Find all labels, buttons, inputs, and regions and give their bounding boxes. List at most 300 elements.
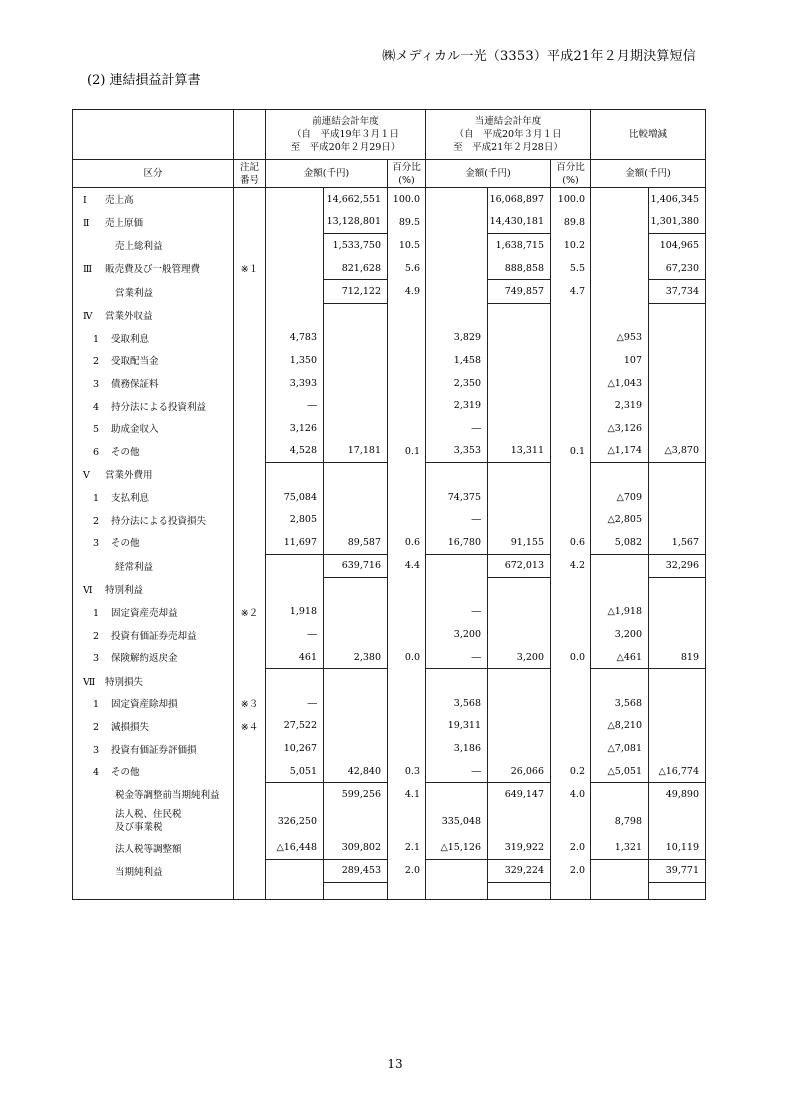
note-cell (234, 234, 266, 257)
diff-inner-amount: 3,200 (591, 623, 649, 646)
prev-outer-amount: 289,453 (324, 859, 388, 883)
curr-pct: 0.1 (551, 440, 591, 463)
curr-inner-amount: ― (426, 508, 488, 531)
prev-pct: 5.6 (388, 257, 426, 280)
prev-outer-amount: 309,802 (324, 836, 388, 859)
curr-pct (551, 669, 591, 692)
note-cell: ※１ (234, 257, 266, 280)
note-cell (234, 303, 266, 326)
table-row (73, 211, 706, 234)
prev-outer-amount (324, 372, 388, 395)
diff-outer-amount (649, 806, 706, 836)
section-label: 特別利益 (105, 585, 144, 597)
category-cell (73, 737, 234, 760)
diff-outer-amount: 39,771 (649, 859, 706, 883)
section-numeral: Ⅴ (83, 470, 90, 482)
prev-pct: 2.0 (388, 859, 426, 883)
curr-pct: 2.0 (551, 859, 591, 883)
diff-outer-amount: 1,301,380 (649, 211, 706, 234)
diff-inner-amount: 107 (591, 349, 649, 372)
prev-outer-amount: 2,380 (324, 646, 388, 669)
prev-outer-amount (324, 669, 388, 692)
table-row (73, 859, 706, 883)
subtotal-label: 売上総利益 (115, 241, 163, 253)
category-header: 区分 (73, 160, 234, 188)
curr-outer-amount (488, 372, 551, 395)
note-cell (234, 737, 266, 760)
item-index: 2 (93, 356, 100, 368)
curr-pct-header: 百分比 (%) (551, 160, 591, 188)
table-row (73, 508, 706, 531)
prev-inner-amount: 5,051 (266, 760, 324, 783)
prev-pct (388, 417, 426, 440)
diff-inner-amount (591, 859, 649, 883)
prev-pct: 2.1 (388, 836, 426, 859)
prev-inner-amount: ― (266, 623, 324, 646)
diff-inner-amount: 2,319 (591, 394, 649, 417)
prev-inner-amount (266, 554, 324, 578)
curr-pct: 0.6 (551, 531, 591, 554)
diff-outer-amount: 37,734 (649, 280, 706, 304)
prev-inner-amount (266, 257, 324, 280)
diff-inner-amount: △1,174 (591, 440, 649, 463)
item-label: 支払利息 (111, 493, 150, 505)
diff-outer-amount (649, 737, 706, 760)
prev-inner-amount (266, 463, 324, 486)
prev-pct (388, 508, 426, 531)
note-cell (234, 394, 266, 417)
category-cell (73, 349, 234, 372)
category-cell (73, 417, 234, 440)
prev-pct: 10.5 (388, 234, 426, 257)
item-label: 受取利息 (111, 333, 150, 345)
diff-outer-amount: 67,230 (649, 257, 706, 280)
blank-header-cell (73, 110, 234, 160)
diff-outer-amount (649, 578, 706, 601)
curr-period-header: 当連結会計年度 （自 平成20年３月１日 至 平成21年２月28日） (426, 110, 591, 160)
prev-pct: 0.0 (388, 646, 426, 669)
curr-outer-amount: 3,200 (488, 646, 551, 669)
item-label: 受取配当金 (111, 356, 159, 368)
curr-inner-amount: 3,353 (426, 440, 488, 463)
curr-inner-amount (426, 280, 488, 304)
curr-outer-amount (488, 303, 551, 326)
curr-outer-amount: 26,066 (488, 760, 551, 783)
curr-inner-amount: 2,350 (426, 372, 488, 395)
diff-outer-amount: △3,870 (649, 440, 706, 463)
prev-pct (388, 372, 426, 395)
diff-outer-amount: △16,774 (649, 760, 706, 783)
header-row-labels (73, 160, 706, 188)
curr-inner-amount: 3,186 (426, 737, 488, 760)
prev-inner-amount: 11,697 (266, 531, 324, 554)
prev-pct: 89.5 (388, 211, 426, 234)
table-row (73, 486, 706, 509)
note-cell (234, 188, 266, 211)
note-cell (234, 760, 266, 783)
curr-pct: 0.2 (551, 760, 591, 783)
curr-pct (551, 806, 591, 836)
table-row (73, 692, 706, 715)
category-cell (73, 211, 234, 234)
prev-inner-amount: 3,393 (266, 372, 324, 395)
category-cell (73, 806, 234, 836)
prev-inner-amount: 1,350 (266, 349, 324, 372)
prev-pct-header: 百分比 (%) (388, 160, 426, 188)
curr-inner-amount: 3,829 (426, 327, 488, 350)
note-cell (234, 669, 266, 692)
prev-outer-amount (324, 327, 388, 350)
curr-pct: 10.2 (551, 234, 591, 257)
curr-inner-amount: ― (426, 646, 488, 669)
prev-inner-amount: △16,448 (266, 836, 324, 859)
prev-outer-amount: 17,181 (324, 440, 388, 463)
curr-inner-amount: 3,200 (426, 623, 488, 646)
curr-outer-amount (488, 669, 551, 692)
diff-inner-amount (591, 188, 649, 211)
curr-inner-amount (426, 669, 488, 692)
diff-inner-amount (591, 463, 649, 486)
subtotal-label: 経常利益 (115, 561, 154, 573)
prev-pct (388, 692, 426, 715)
note-cell: ※３ (234, 692, 266, 715)
note-cell (234, 372, 266, 395)
diff-outer-amount (649, 601, 706, 624)
blank-cell (234, 883, 266, 900)
category-cell (73, 508, 234, 531)
category-cell (73, 486, 234, 509)
curr-outer-amount (488, 623, 551, 646)
prev-outer-amount: 712,122 (324, 280, 388, 304)
diff-inner-amount: △709 (591, 486, 649, 509)
table-row (73, 188, 706, 211)
prev-outer-amount: 599,256 (324, 783, 388, 806)
section-numeral: Ⅵ (83, 585, 93, 597)
curr-outer-amount (488, 327, 551, 350)
curr-outer-amount: 1,638,715 (488, 234, 551, 257)
curr-inner-amount: 74,375 (426, 486, 488, 509)
prev-outer-amount (324, 394, 388, 417)
note-cell: ※４ (234, 715, 266, 738)
prev-inner-amount (266, 211, 324, 234)
prev-outer-amount: 89,587 (324, 531, 388, 554)
table-row (73, 783, 706, 806)
category-cell (73, 280, 234, 304)
prev-pct: 4.1 (388, 783, 426, 806)
diff-inner-amount (591, 578, 649, 601)
prev-inner-amount (266, 234, 324, 257)
curr-inner-amount: 19,311 (426, 715, 488, 738)
diff-outer-amount: 10,119 (649, 836, 706, 859)
blank-cell (488, 883, 551, 900)
prev-outer-amount (324, 508, 388, 531)
blank-cell (426, 883, 488, 900)
curr-inner-amount: ― (426, 417, 488, 440)
diff-inner-amount: 5,082 (591, 531, 649, 554)
curr-inner-amount (426, 554, 488, 578)
prev-inner-amount: 27,522 (266, 715, 324, 738)
section-label: 販売費及び一般管理費 (105, 264, 201, 276)
curr-outer-amount (488, 463, 551, 486)
category-cell (73, 578, 234, 601)
category-cell (73, 836, 234, 859)
prev-outer-amount: 821,628 (324, 257, 388, 280)
prev-pct (388, 303, 426, 326)
prev-outer-amount (324, 601, 388, 624)
diff-inner-amount: △1,918 (591, 601, 649, 624)
prev-inner-amount: 75,084 (266, 486, 324, 509)
category-cell (73, 760, 234, 783)
item-label: 固定資産売却益 (111, 607, 178, 619)
diff-outer-amount: 49,890 (649, 783, 706, 806)
diff-outer-amount (649, 327, 706, 350)
item-index: 1 (93, 333, 100, 345)
category-cell (73, 601, 234, 624)
diff-inner-amount (591, 783, 649, 806)
prev-inner-amount: 10,267 (266, 737, 324, 760)
curr-outer-amount: 13,311 (488, 440, 551, 463)
table-row (73, 760, 706, 783)
item-index: 3 (93, 653, 100, 665)
prev-pct (388, 623, 426, 646)
diff-inner-amount: 1,321 (591, 836, 649, 859)
note-cell (234, 349, 266, 372)
curr-outer-amount: 329,224 (488, 859, 551, 883)
category-cell (73, 646, 234, 669)
curr-outer-amount: 649,147 (488, 783, 551, 806)
table-row (73, 646, 706, 669)
section-label: 特別損失 (105, 676, 144, 688)
prev-pct (388, 601, 426, 624)
prev-pct (388, 486, 426, 509)
category-cell (73, 440, 234, 463)
curr-outer-amount: 16,068,897 (488, 188, 551, 211)
income-statement-table (72, 109, 706, 900)
diff-inner-amount (591, 669, 649, 692)
blank-cell (551, 883, 591, 900)
section-numeral: Ⅳ (83, 311, 93, 323)
prev-amount-header: 金額(千円) (266, 160, 388, 188)
prev-pct (388, 806, 426, 836)
category-cell (73, 327, 234, 350)
curr-inner-amount: 335,048 (426, 806, 488, 836)
prev-pct (388, 737, 426, 760)
prev-pct: 0.3 (388, 760, 426, 783)
curr-pct (551, 737, 591, 760)
item-label-2: 及び事業税 (115, 822, 163, 834)
item-label: その他 (111, 538, 140, 550)
prev-pct: 4.9 (388, 280, 426, 304)
section-numeral: Ⅶ (83, 676, 96, 688)
prev-pct: 4.4 (388, 554, 426, 578)
curr-outer-amount (488, 394, 551, 417)
diff-outer-amount: 1,567 (649, 531, 706, 554)
blank-cell (73, 883, 234, 900)
category-cell (73, 623, 234, 646)
item-index: 2 (93, 630, 100, 642)
item-index: 3 (93, 744, 100, 756)
prev-inner-amount (266, 303, 324, 326)
item-label: その他 (111, 447, 140, 459)
diff-outer-amount (649, 669, 706, 692)
item-label: 投資有価証券売却益 (111, 630, 197, 642)
curr-pct (551, 508, 591, 531)
table-row (73, 715, 706, 738)
note-cell (234, 783, 266, 806)
item-index: 6 (93, 447, 100, 459)
diff-outer-amount: 32,296 (649, 554, 706, 578)
item-label: 保険解約返戻金 (111, 653, 178, 665)
item-index: 3 (93, 538, 100, 550)
diff-outer-amount (649, 417, 706, 440)
curr-amount-header: 金額(千円) (426, 160, 551, 188)
prev-inner-amount: 326,250 (266, 806, 324, 836)
table-row (73, 623, 706, 646)
category-cell (73, 372, 234, 395)
table-row (73, 806, 706, 836)
prev-pct (388, 715, 426, 738)
note-cell (234, 578, 266, 601)
curr-pct (551, 372, 591, 395)
curr-inner-amount (426, 578, 488, 601)
prev-outer-amount: 13,128,801 (324, 211, 388, 234)
blank-cell (324, 883, 388, 900)
item-label: 減損損失 (111, 721, 150, 733)
prev-inner-amount: 1,918 (266, 601, 324, 624)
category-cell (73, 554, 234, 578)
curr-inner-amount: 3,568 (426, 692, 488, 715)
curr-inner-amount: 1,458 (426, 349, 488, 372)
curr-inner-amount (426, 783, 488, 806)
prev-outer-amount (324, 417, 388, 440)
diff-outer-amount (649, 486, 706, 509)
diff-outer-amount: 1,406,345 (649, 188, 706, 211)
item-index: 3 (93, 379, 100, 391)
table-row (73, 737, 706, 760)
curr-pct (551, 394, 591, 417)
curr-pct (551, 327, 591, 350)
prev-inner-amount (266, 188, 324, 211)
header-row-periods (73, 110, 706, 160)
item-label: 持分法による投資利益 (111, 401, 207, 413)
curr-pct: 100.0 (551, 188, 591, 211)
item-label: 助成金収入 (111, 424, 159, 436)
prev-inner-amount (266, 783, 324, 806)
diff-outer-amount (649, 372, 706, 395)
blank-cell (649, 883, 706, 900)
curr-outer-amount: 14,430,181 (488, 211, 551, 234)
diff-outer-amount (649, 715, 706, 738)
table-row (73, 836, 706, 859)
diff-inner-amount: △953 (591, 327, 649, 350)
curr-outer-amount (488, 715, 551, 738)
curr-outer-amount (488, 349, 551, 372)
diff-outer-amount (649, 508, 706, 531)
note-cell (234, 646, 266, 669)
note-cell (234, 508, 266, 531)
note-cell (234, 623, 266, 646)
subtotal-label: 営業利益 (115, 287, 154, 299)
subtotal-label: 税金等調整前当期純利益 (115, 790, 220, 802)
curr-inner-amount: ― (426, 601, 488, 624)
diff-outer-amount: 104,965 (649, 234, 706, 257)
diff-inner-amount: △5,051 (591, 760, 649, 783)
diff-outer-amount (649, 623, 706, 646)
curr-pct (551, 715, 591, 738)
prev-outer-amount: 14,662,551 (324, 188, 388, 211)
curr-pct (551, 463, 591, 486)
prev-inner-amount (266, 578, 324, 601)
curr-outer-amount: 91,155 (488, 531, 551, 554)
item-label: その他 (111, 767, 140, 779)
item-index: 4 (93, 401, 100, 413)
section-numeral: Ⅲ (83, 264, 93, 276)
diff-inner-amount (591, 554, 649, 578)
prev-pct (388, 349, 426, 372)
table-closing-row (73, 883, 706, 900)
note-cell (234, 463, 266, 486)
subtotal-label: 当期純利益 (115, 866, 163, 878)
prev-outer-amount (324, 692, 388, 715)
item-index: 1 (93, 699, 100, 711)
blank-cell (266, 883, 324, 900)
curr-pct: 5.5 (551, 257, 591, 280)
prev-outer-amount (324, 303, 388, 326)
prev-outer-amount (324, 463, 388, 486)
item-index: 2 (93, 721, 100, 733)
curr-outer-amount: 749,857 (488, 280, 551, 304)
table-row (73, 463, 706, 486)
prev-outer-amount (324, 578, 388, 601)
curr-inner-amount: ― (426, 760, 488, 783)
diff-outer-amount (649, 349, 706, 372)
table-row (73, 669, 706, 692)
curr-inner-amount: 16,780 (426, 531, 488, 554)
prev-outer-amount (324, 715, 388, 738)
diff-inner-amount: △3,126 (591, 417, 649, 440)
prev-inner-amount: ― (266, 692, 324, 715)
table-row (73, 417, 706, 440)
prev-inner-amount (266, 669, 324, 692)
item-index: 1 (93, 493, 100, 505)
curr-pct (551, 303, 591, 326)
table-row (73, 601, 706, 624)
table-row (73, 234, 706, 257)
prev-inner-amount: 4,783 (266, 327, 324, 350)
item-index: 5 (93, 424, 100, 436)
note-cell (234, 327, 266, 350)
prev-pct (388, 394, 426, 417)
prev-inner-amount: 4,528 (266, 440, 324, 463)
table-row (73, 578, 706, 601)
prev-outer-amount (324, 349, 388, 372)
diff-inner-amount: 8,798 (591, 806, 649, 836)
curr-outer-amount (488, 601, 551, 624)
prev-pct: 100.0 (388, 188, 426, 211)
prev-inner-amount: ― (266, 394, 324, 417)
item-label: 法人税、住民税 (115, 809, 182, 821)
note-cell (234, 280, 266, 304)
item-index: 4 (93, 767, 100, 779)
curr-pct: 4.0 (551, 783, 591, 806)
prev-pct (388, 327, 426, 350)
curr-inner-amount: △15,126 (426, 836, 488, 859)
curr-inner-amount (426, 234, 488, 257)
note-cell (234, 486, 266, 509)
category-cell (73, 234, 234, 257)
prev-pct: 0.1 (388, 440, 426, 463)
table-row (73, 303, 706, 326)
